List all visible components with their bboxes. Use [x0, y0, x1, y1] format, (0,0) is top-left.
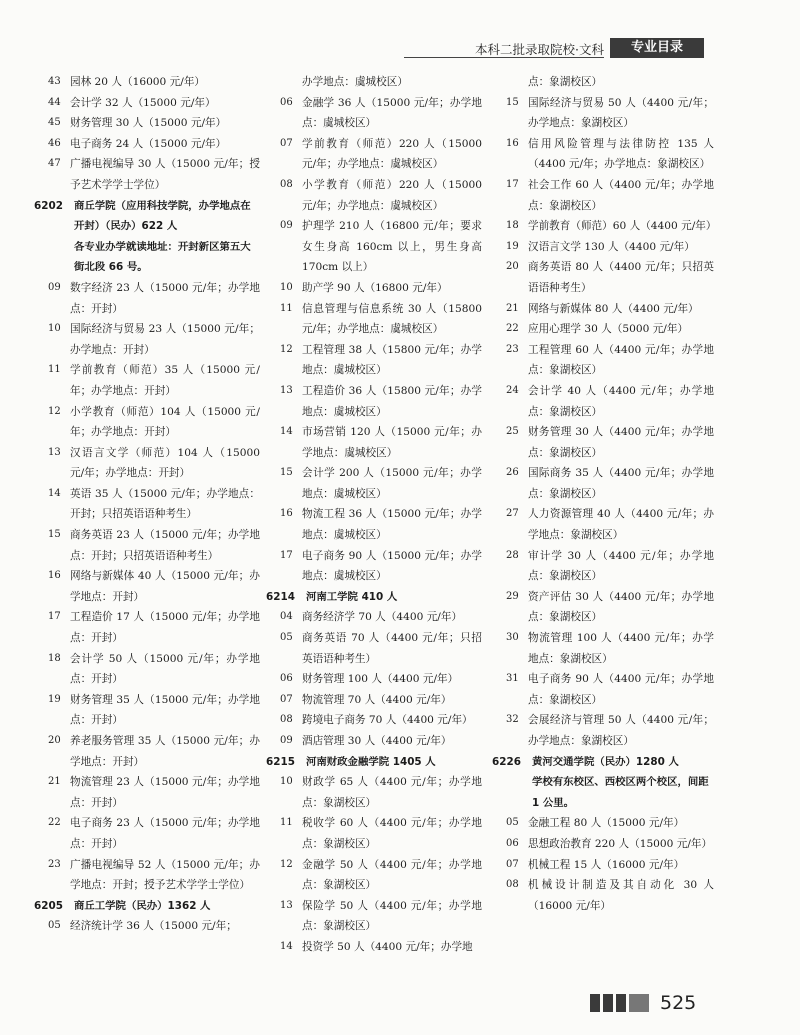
school-code: 6205 — [34, 899, 63, 912]
major-code: 20 — [48, 735, 61, 746]
major-entry — [34, 134, 260, 155]
major-entry — [266, 937, 482, 958]
major-entry — [492, 463, 714, 504]
major-entry — [492, 134, 714, 175]
major-code: 16 — [48, 570, 61, 582]
major-text: 会计学 200 人（15000 元/年；办学地点：虞城校区） — [302, 467, 482, 500]
school-note: 各专业办学就读地址：开封新区第五大街北段 66 号。 — [74, 240, 251, 274]
major-code: 19 — [48, 693, 61, 705]
major-code: 16 — [506, 137, 519, 149]
major-entry — [492, 257, 714, 298]
major-text: 工程造价 36 人（15800 元/年；办学地点：虞城校区） — [302, 384, 482, 418]
major-text: 助产学 90 人（16800 元/年） — [302, 281, 448, 294]
major-entry — [492, 504, 714, 545]
major-text: 金融学 36 人（15000 元/年；办学地点：虞城校区） — [302, 96, 482, 130]
major-entry — [492, 93, 714, 134]
major-entry — [34, 113, 260, 134]
major-code: 12 — [48, 405, 61, 417]
page-number: 525 — [660, 992, 697, 1014]
major-code: 15 — [280, 467, 293, 479]
major-text: 电子商务 90 人（15000 元/年；办学地点：虞城校区） — [302, 549, 482, 583]
column-1 — [34, 72, 260, 937]
school-entry — [266, 587, 482, 608]
major-text: 电子商务 23 人（15000 元/年；办学地点：开封） — [70, 817, 260, 850]
major-code: 29 — [506, 590, 519, 602]
major-text: 审计学 30 人（4400 元/年；办学地点：象湖校区） — [528, 549, 714, 583]
major-text: 园林 20 人（16000 元/年） — [70, 76, 206, 88]
major-text: 保险学 50 人（4400 元/年；办学地点：象湖校区） — [302, 899, 482, 933]
school-entry — [34, 896, 260, 917]
major-text: 国际商务 35 人（4400 元/年；办学地点：象湖校区） — [528, 467, 714, 500]
major-entry — [492, 216, 717, 237]
major-entry — [34, 525, 260, 566]
major-text: 点：象湖校区） — [528, 76, 603, 88]
major-text: 会展经济与管理 50 人（4400 元/年；办学地点：象湖校区） — [528, 714, 714, 747]
section-title: 本科二批录取院校·文科 — [475, 42, 604, 57]
major-text: 商务英语 70 人（4400 元/年；只招英语语种考生） — [302, 632, 482, 665]
major-entry — [34, 93, 260, 114]
major-code: 05 — [48, 920, 61, 932]
major-entry — [34, 319, 260, 360]
major-text: 跨境电子商务 70 人（4400 元/年） — [302, 714, 473, 727]
major-entry — [34, 566, 260, 607]
major-text: 护理学 210 人（16800 元/年；要求女生身高 160cm 以上，男生身高 170cm 以上） — [302, 220, 482, 274]
footer-decoration — [590, 994, 650, 1012]
major-entry — [266, 299, 482, 340]
major-code: 09 — [280, 220, 293, 232]
major-entry — [34, 855, 260, 896]
major-code: 12 — [280, 858, 293, 870]
major-entry — [266, 216, 482, 278]
major-code: 04 — [280, 611, 293, 623]
major-code: 16 — [280, 508, 293, 520]
major-text: 财政学 65 人（4400 元/年；办学地点：象湖校区） — [302, 776, 482, 809]
major-entry — [492, 813, 714, 834]
major-entry — [266, 340, 482, 381]
major-text: 金融工程 80 人（15000 元/年） — [528, 817, 685, 830]
major-code: 10 — [280, 281, 293, 293]
major-code: 17 — [506, 178, 519, 190]
major-code: 20 — [506, 261, 519, 273]
major-text: 办学地点：虞城校区） — [302, 76, 408, 88]
major-code: 07 — [506, 858, 519, 870]
major-code: 08 — [506, 879, 519, 891]
major-entry — [492, 628, 714, 669]
major-code: 10 — [280, 776, 293, 788]
major-entry — [34, 731, 260, 772]
school-code: 6226 — [492, 755, 521, 768]
major-entry — [266, 546, 482, 587]
major-code: 13 — [48, 446, 61, 458]
major-text: 应用心理学 30 人（5000 元/年） — [528, 323, 689, 336]
major-entry — [266, 93, 482, 134]
major-text: 学前教育（师范）35 人（15000 元/年；办学地点：开封） — [70, 364, 260, 397]
major-entry — [266, 134, 482, 175]
major-code: 09 — [48, 281, 61, 293]
major-code: 22 — [48, 817, 61, 829]
school-entry — [266, 752, 482, 773]
major-entry — [266, 278, 482, 299]
major-entry — [492, 72, 714, 93]
major-entry — [34, 772, 260, 813]
major-entry — [266, 896, 482, 937]
school-name: 河南财政金融学院 1405 人 — [306, 755, 436, 768]
major-code: 26 — [506, 467, 519, 479]
major-text: 物流工程 36 人（15000 元/年；办学地点：虞城校区） — [302, 508, 482, 542]
major-text: 投资学 50 人（4400 元/年；办学地 — [302, 940, 473, 953]
major-code: 27 — [506, 508, 519, 520]
major-entry — [492, 710, 714, 751]
major-text: 财务管理 100 人（4400 元/年） — [302, 673, 459, 686]
school-entry — [34, 196, 260, 278]
major-entry — [266, 669, 482, 690]
major-code: 25 — [506, 426, 519, 438]
major-code: 10 — [48, 323, 61, 335]
major-entry — [34, 360, 260, 401]
major-entry — [266, 813, 482, 854]
major-entry — [34, 916, 260, 937]
major-text: 小学教育（师范）104 人（15000 元/年；办学地点：开封） — [70, 405, 260, 439]
major-text: 财务管理 30 人（15000 元/年） — [70, 117, 227, 130]
major-text: 信息管理与信息系统 30 人（15800 元/年；办学地点：虞城校区） — [302, 302, 482, 336]
major-entry — [492, 546, 714, 587]
major-entry — [266, 628, 482, 669]
major-entry — [492, 669, 714, 710]
major-code: 31 — [506, 673, 519, 685]
major-entry — [492, 319, 714, 340]
major-text: 养老服务管理 35 人（15000 元/年；办学地点：开封） — [70, 735, 260, 768]
major-code: 19 — [506, 240, 519, 252]
major-text: 机械工程 15 人（16000 元/年） — [528, 858, 685, 871]
major-entry — [492, 422, 714, 463]
school-entry — [492, 752, 714, 814]
major-text: 市场营销 120 人（15000 元/年；办学地点：虞城校区） — [302, 426, 482, 459]
major-entry — [266, 504, 482, 545]
major-entry — [266, 463, 482, 504]
major-entry — [492, 299, 714, 320]
major-entry — [34, 484, 260, 525]
major-entry — [492, 381, 714, 422]
major-text: 网络与新媒体 80 人（4400 元/年） — [528, 302, 699, 315]
major-entry — [492, 875, 714, 916]
major-entry — [266, 731, 482, 752]
major-code: 18 — [506, 220, 519, 232]
major-code: 23 — [48, 858, 61, 870]
major-code: 22 — [506, 323, 519, 335]
major-code: 07 — [280, 693, 293, 705]
major-text: 广播电视编导 30 人（15000 元/年；授予艺术学学士学位） — [70, 158, 260, 191]
major-text: 商务经济学 70 人（4400 元/年） — [302, 611, 463, 624]
major-entry — [34, 607, 260, 648]
major-text: 商务英语 80 人（4400 元/年；只招英语语种考生） — [528, 261, 714, 294]
major-code: 14 — [280, 940, 293, 952]
major-text: 商务英语 23 人（15000 元/年；办学地点：开封；只招英语语种考生） — [70, 529, 260, 562]
major-text: 物流管理 70 人（4400 元/年） — [302, 693, 452, 706]
major-text: 财务管理 35 人（15000 元/年；办学地点：开封） — [70, 693, 260, 727]
major-entry — [266, 72, 482, 93]
major-text: 会计学 50 人（15000 元/年；办学地点：开封） — [70, 652, 260, 686]
major-code: 11 — [48, 364, 61, 376]
column-3 — [492, 72, 717, 916]
major-text: 网络与新媒体 40 人（15000 元/年；办学地点：开封） — [70, 570, 260, 603]
major-entry — [266, 175, 482, 216]
major-code: 12 — [280, 343, 293, 355]
school-code: 6214 — [266, 590, 295, 603]
school-note: 学校有东校区、西校区两个校区，间距 1 公里。 — [532, 776, 709, 809]
major-entry — [492, 587, 714, 628]
major-code: 43 — [48, 76, 61, 87]
major-code: 24 — [506, 384, 519, 396]
major-text: 电子商务 90 人（4400 元/年；办学地点：象湖校区） — [528, 673, 714, 706]
major-text: 税收学 60 人（4400 元/年；办学地点：象湖校区） — [302, 817, 482, 850]
major-text: 工程管理 38 人（15800 元/年；办学地点：虞城校区） — [302, 343, 482, 377]
major-entry — [492, 175, 714, 216]
major-code: 08 — [280, 714, 293, 726]
major-entry — [266, 710, 482, 731]
major-entry — [34, 278, 260, 319]
major-code: 30 — [506, 632, 519, 644]
major-text: 电子商务 24 人（15000 元/年） — [70, 137, 227, 150]
major-text: 物流管理 100 人（4400 元/年；办学地点：象湖校区） — [528, 632, 714, 665]
major-text: 汉语言文学（师范）104 人（15000 元/年；办学地点：开封） — [70, 446, 260, 480]
major-entry — [34, 72, 260, 93]
major-text: 学前教育（师范）220 人（15000 元/年；办学地点：虞城校区） — [302, 137, 482, 171]
column-2 — [266, 72, 482, 958]
major-code: 14 — [280, 426, 293, 438]
major-entry — [492, 340, 714, 381]
major-text: 思想政治教育 220 人（15000 元/年） — [528, 837, 713, 850]
major-code: 08 — [280, 178, 293, 190]
header-rule — [404, 57, 604, 58]
major-entry — [34, 402, 260, 443]
school-code: 6215 — [266, 755, 295, 768]
major-code: 23 — [506, 343, 519, 355]
major-code: 14 — [48, 487, 61, 499]
major-text: 机械设计制造及其自动化 30 人（16000 元/年） — [528, 879, 714, 912]
major-entry — [34, 443, 260, 484]
major-entry — [266, 422, 482, 463]
school-name: 黄河交通学院（民办）1280 人 — [532, 755, 679, 768]
major-text: 国际经济与贸易 23 人（15000 元/年；办学地点：开封） — [70, 323, 260, 356]
major-text: 会计学 32 人（15000 元/年） — [70, 96, 216, 109]
major-text: 金融学 50 人（4400 元/年；办学地点：象湖校区） — [302, 858, 482, 892]
school-name: 商丘学院（应用科技学院，办学地点在开封）（民办）622 人 — [74, 199, 251, 233]
major-code: 09 — [280, 735, 293, 746]
major-text: 工程造价 17 人（15000 元/年；办学地点：开封） — [70, 611, 260, 645]
major-code: 17 — [280, 549, 293, 561]
major-code: 18 — [48, 652, 61, 664]
major-entry — [34, 154, 260, 195]
major-entry — [266, 772, 482, 813]
major-text: 会计学 40 人（4400 元/年；办学地点：象湖校区） — [528, 384, 714, 418]
major-text: 工程管理 60 人（4400 元/年；办学地点：象湖校区） — [528, 343, 714, 377]
major-text: 小学教育（师范）220 人（15000 元/年；办学地点：虞城校区） — [302, 178, 482, 212]
major-text: 国际经济与贸易 50 人（4400 元/年；办学地点：象湖校区） — [528, 96, 714, 130]
major-code: 06 — [280, 673, 293, 685]
major-text: 社会工作 60 人（4400 元/年；办学地点：象湖校区） — [528, 178, 714, 212]
major-text: 财务管理 30 人（4400 元/年；办学地点：象湖校区） — [528, 426, 714, 459]
major-entry — [34, 649, 260, 690]
major-code: 11 — [280, 817, 293, 829]
major-text: 数字经济 23 人（15000 元/年；办学地点：开封） — [70, 281, 260, 315]
major-code: 32 — [506, 714, 519, 726]
major-code: 06 — [280, 96, 293, 108]
major-code: 28 — [506, 549, 519, 561]
major-text: 经济统计学 36 人（15000 元/年； — [70, 920, 237, 933]
major-text: 资产评估 30 人（4400 元/年；办学地点：象湖校区） — [528, 590, 714, 624]
major-code: 13 — [280, 384, 293, 396]
major-code: 11 — [280, 302, 293, 314]
major-entry — [34, 690, 260, 731]
major-code: 44 — [48, 96, 61, 108]
major-entry — [492, 855, 714, 876]
major-code: 21 — [48, 776, 61, 788]
major-code: 45 — [48, 117, 61, 129]
major-entry — [492, 834, 714, 855]
major-text: 酒店管理 30 人（4400 元/年） — [302, 735, 452, 747]
school-name: 商丘工学院（民办）1362 人 — [74, 899, 211, 912]
major-entry — [492, 237, 714, 258]
major-code: 21 — [506, 302, 519, 314]
major-code: 15 — [48, 529, 61, 541]
major-code: 47 — [48, 158, 61, 170]
major-text: 英语 35 人（15000 元/年；办学地点：开封；只招英语语种考生） — [70, 487, 260, 521]
major-entry — [266, 381, 482, 422]
major-text: 人力资源管理 40 人（4400 元/年；办学地点：象湖校区） — [528, 508, 714, 542]
major-text: 物流管理 23 人（15000 元/年；办学地点：开封） — [70, 776, 260, 809]
major-text: 信用风险管理与法律防控 135 人（4400 元/年；办学地点：象湖校区） — [528, 137, 714, 171]
major-entry — [266, 855, 482, 896]
major-code: 17 — [48, 611, 61, 623]
major-entry — [266, 690, 482, 711]
major-entry — [266, 607, 482, 628]
major-code: 13 — [280, 899, 293, 911]
major-code: 05 — [506, 817, 519, 829]
major-text: 学前教育（师范）60 人（4400 元/年） — [528, 220, 717, 233]
major-code: 06 — [506, 837, 519, 849]
section-tag: 专业目录 — [610, 38, 704, 58]
page-header — [408, 38, 704, 58]
school-name: 河南工学院 410 人 — [306, 590, 398, 603]
major-code: 07 — [280, 137, 293, 149]
major-text: 汉语言文学 130 人（4400 元/年） — [528, 240, 695, 253]
major-code: 05 — [280, 632, 293, 644]
major-code: 46 — [48, 137, 61, 149]
school-code: 6202 — [34, 199, 63, 212]
major-entry — [34, 813, 260, 854]
major-code: 15 — [506, 96, 519, 108]
major-text: 广播电视编导 52 人（15000 元/年；办学地点：开封；授予艺术学学士学位） — [70, 858, 260, 892]
